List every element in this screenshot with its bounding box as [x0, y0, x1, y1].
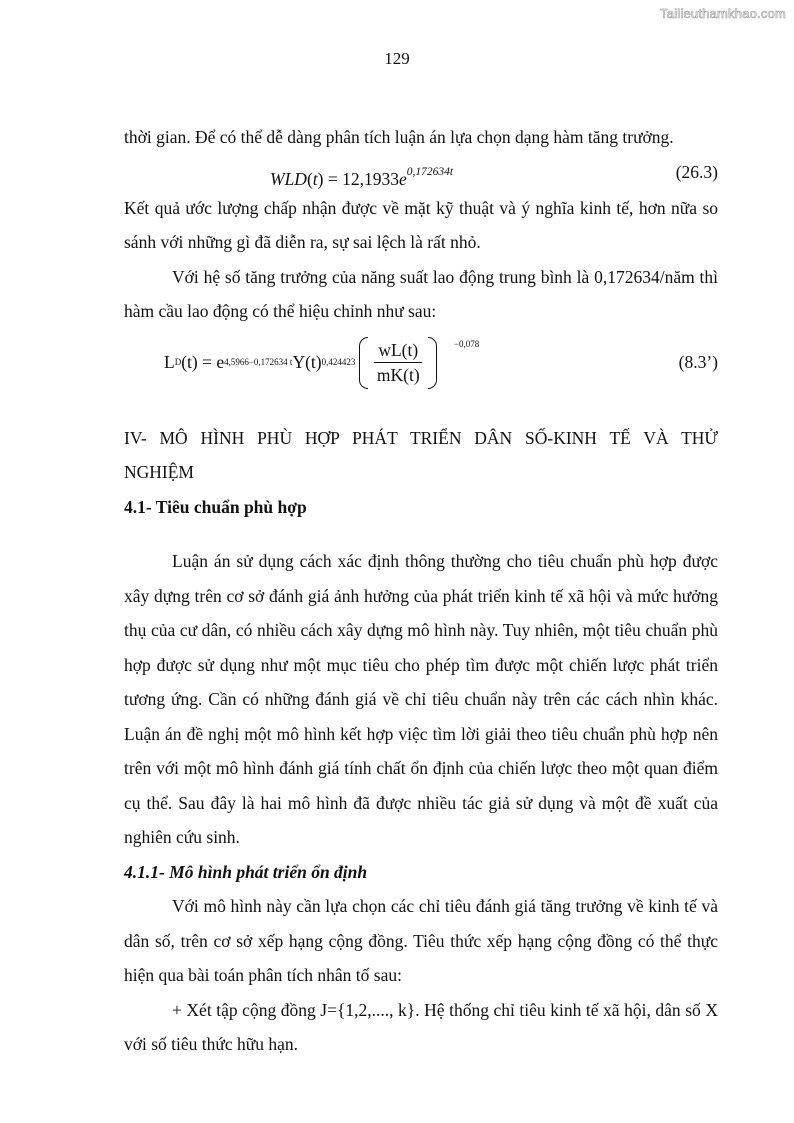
- page-number: 129: [384, 49, 410, 68]
- paragraph: Luận án sử dụng cách xác định thông thường cho tiêu chuẩn phù hợp được xây dựng trên cơ sở đánh giá ảnh hưởng của phát triển kinh tế xã hội và mức hưởng thụ của cư dân, có nhiều cách xây dựng mô hình này. Tuy nhiên, một tiêu chuẩn phù hợp được sử dụng như một mục tiêu cho phép tìm được một chiến lược phát triển tương ứng. Cần có những đánh giá về chỉ tiêu chuẩn này trên các cách nhìn khác. Luận án đề nghị một mô hình kết hợp việc tìm lời giải theo tiêu chuẩn phù hợp nên trên với một mô hình đánh giá tính chất ổn định của chiến lược theo một quan điểm cụ thể. Sau đây là hai mô hình đã được nhiều tác giả sử dụng và một đề xuất của nghiên cứu sinh.: [124, 551, 718, 847]
- page-body: [124, 120, 718, 1062]
- eq2-denominator: mK(t): [376, 365, 420, 385]
- eq2-numerator: wL(t): [374, 338, 422, 363]
- eq2-fraction: [374, 338, 422, 387]
- eq2-exp1: 4,5966−0,172634 t: [224, 357, 293, 368]
- equation-8-3: [124, 333, 718, 395]
- eq2-exp2: 0,424423: [321, 357, 356, 368]
- equation-expression: [164, 337, 480, 389]
- right-paren: [428, 337, 437, 389]
- equation-expression: $WLD(t) = 12,1933e^{0,172634t}$: [270, 165, 454, 189]
- eq-exponent: 0,172634t: [406, 165, 454, 178]
- eq-const: 12,1933: [342, 168, 399, 189]
- paragraph: Với mô hình này cần lựa chọn các chỉ tiêu đánh giá tăng trưởng về kinh tế và dân số, trên cơ sở xếp hạng cộng đồng. Tiêu thức xếp hạng cộng đồng có thể thực hiện qua bài toán phân tích nhân tố sau:: [124, 896, 718, 985]
- watermark: Tailieuthamkhao.com: [660, 6, 786, 21]
- eq2-lhs-arg: (t) = e: [181, 352, 225, 373]
- paragraph: Với hệ số tăng trưởng của năng suất lao động trung bình là 0,172634/năm thì hàm cầu lao động có thể hiệu chỉnh như sau:: [124, 266, 718, 321]
- eq2-lhs-sub: D: [174, 357, 182, 368]
- eq2-lhs: L: [164, 352, 175, 373]
- eq2-fraction-group: [359, 337, 480, 389]
- eq-lhs-fn: WLD: [270, 168, 307, 189]
- paragraph: Kết quả ước lượng chấp nhận được về mặt kỹ thuật và ý nghĩa kinh tế, hơn nữa so sánh với những gì đã diễn ra, sự sai lệch là rất nhỏ.: [124, 197, 718, 252]
- eq2-exp3: −0,078: [453, 338, 480, 349]
- eq2-y-term: Y(t): [292, 352, 322, 373]
- paragraph: thời gian. Để có thể dễ dàng phân tích luận án lựa chọn dạng hàm tăng trưởng.: [124, 127, 674, 147]
- list-item: + Xét tập cộng đồng J={1,2,...., k}. Hệ thống chỉ tiêu kinh tế xã hội, dân số X với số tiêu thức hữu hạn.: [124, 999, 718, 1054]
- spacer: [124, 524, 718, 544]
- equation-number: (8.3’): [678, 351, 718, 372]
- subsubsection-heading: 4.1.1- Mô hình phát triển ổn định: [124, 861, 368, 882]
- subsection-heading: 4.1- Tiêu chuẩn phù hợp: [124, 496, 307, 517]
- left-paren: [359, 337, 368, 389]
- eq-lhs-arg: t: [312, 168, 318, 189]
- section-heading-line: NGHIỆM: [124, 462, 194, 482]
- section-heading-line: IV- MÔ HÌNH PHÙ HỢP PHÁT TRIỂN DÂN SỐ-KINH TẾ VÀ THỬ: [124, 427, 718, 448]
- equation-26-3: [124, 155, 718, 191]
- eq-base: e: [398, 168, 407, 189]
- equation-number: (26.3): [675, 161, 718, 182]
